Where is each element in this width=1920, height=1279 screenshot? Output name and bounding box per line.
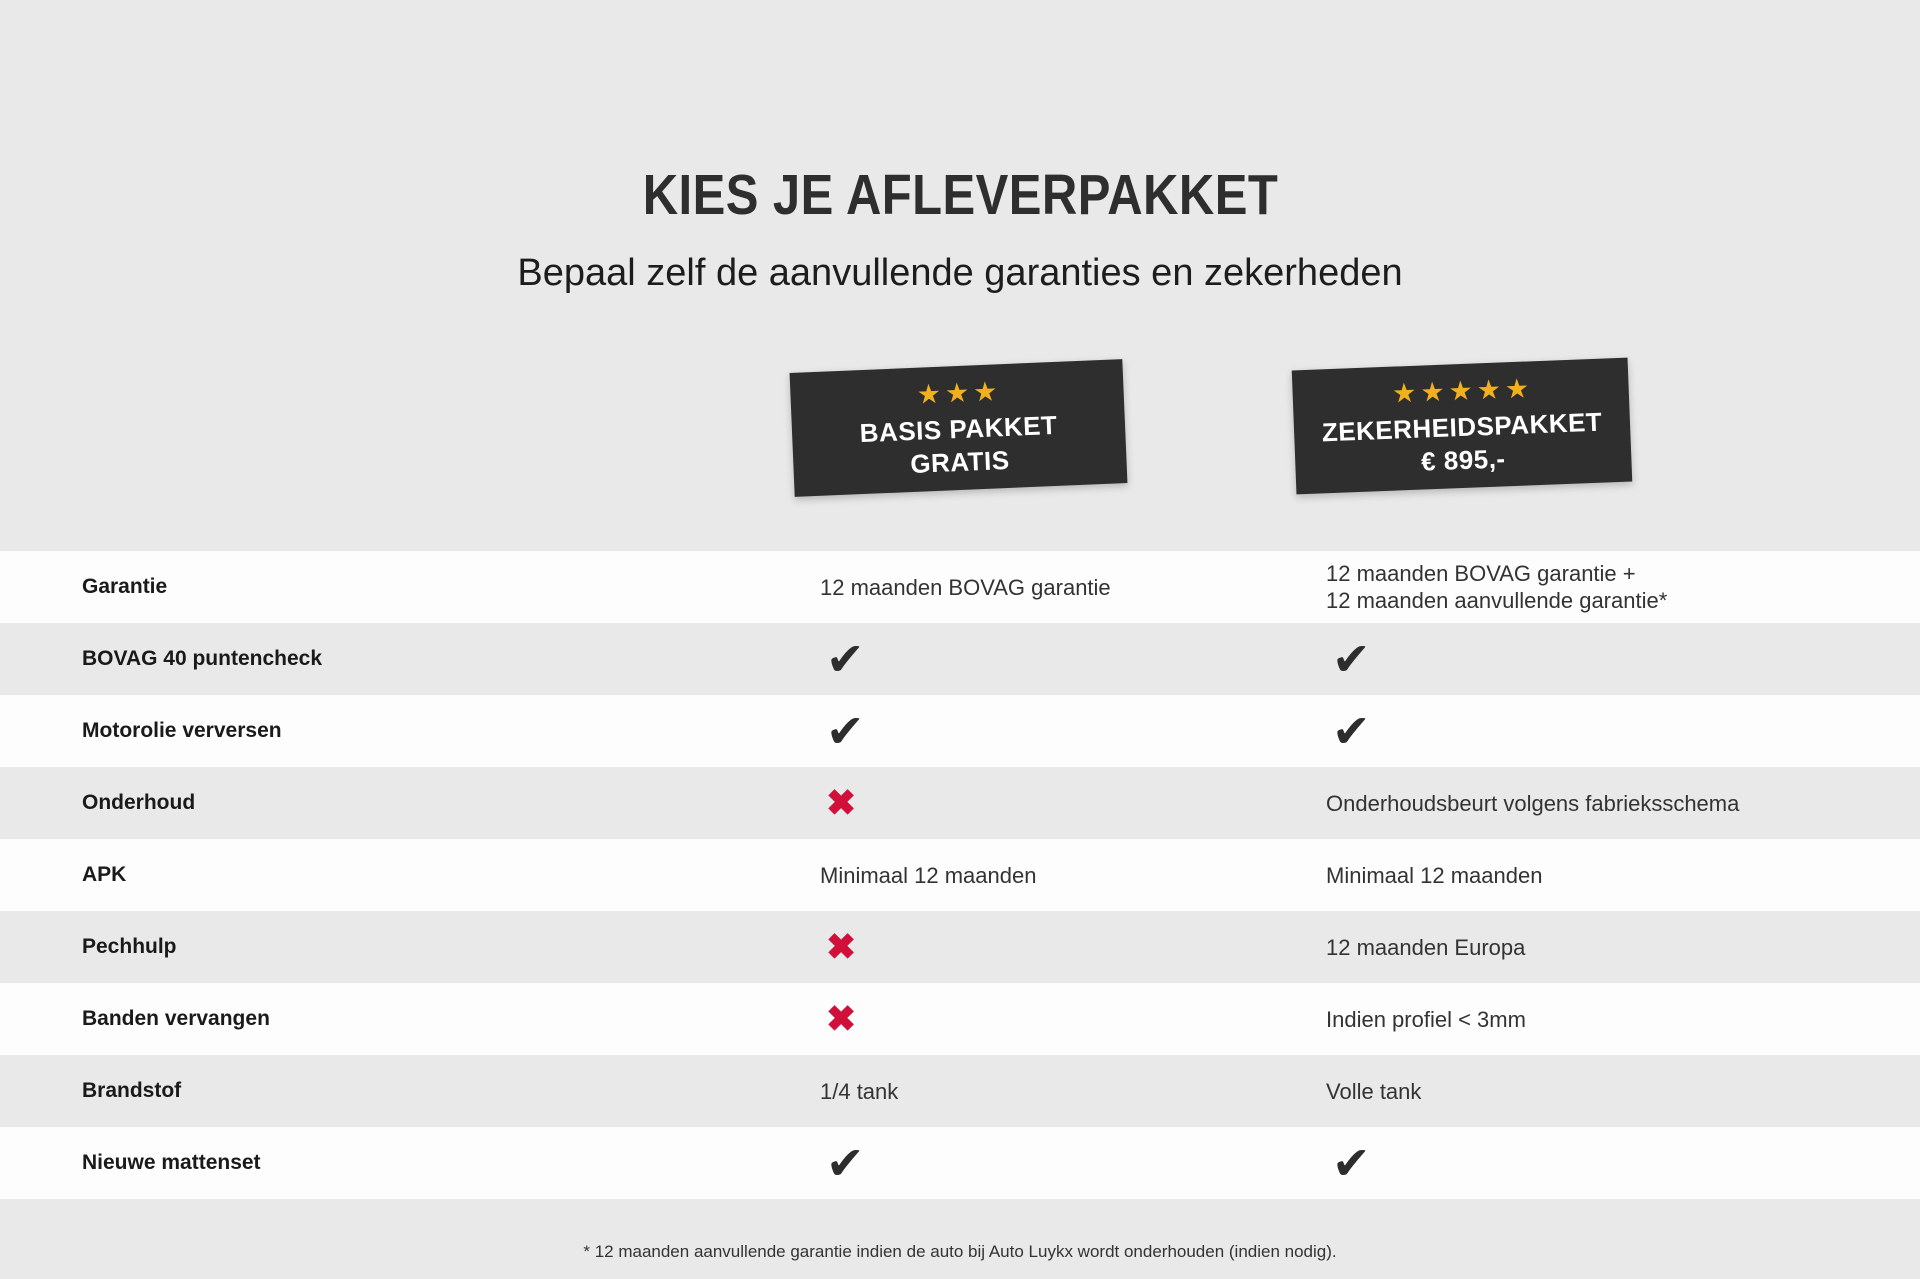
row-label: APK bbox=[82, 863, 127, 886]
page-title bbox=[0, 162, 1920, 228]
cell-text: 1/4 tank bbox=[820, 1078, 899, 1104]
check-icon: ✔ bbox=[826, 633, 865, 685]
cell-text: 12 maanden Europa bbox=[1326, 934, 1526, 960]
cell-text: Onderhoudsbeurt volgens fabrieksschema bbox=[1326, 790, 1740, 816]
page-title-text: KIES JE AFLEVERPAKKET bbox=[642, 163, 1278, 227]
row-label: Pechhulp bbox=[82, 935, 177, 958]
cross-icon: ✖ bbox=[826, 998, 857, 1039]
stars-rating-zekerheid: ★★★★★ bbox=[1391, 373, 1534, 409]
cell-zekerheid bbox=[1326, 560, 1920, 614]
footnote: * 12 maanden aanvullende garantie indien de auto bij Auto Luykx wordt onderhouden (indien nodig). bbox=[583, 1242, 1337, 1261]
cell-zekerheid bbox=[1326, 1137, 1920, 1189]
cell-zekerheid bbox=[1326, 862, 1920, 889]
cell-zekerheid bbox=[1326, 705, 1920, 757]
cell-text: 12 maanden BOVAG garantie bbox=[820, 574, 1111, 600]
row-label: Banden vervangen bbox=[82, 1007, 270, 1030]
cell-basis bbox=[820, 705, 1326, 757]
table-row bbox=[0, 1127, 1920, 1199]
package-price-basis: GRATIS bbox=[909, 444, 1011, 479]
cell-text: 12 maanden aanvullende garantie* bbox=[1326, 588, 1668, 613]
table-row bbox=[0, 767, 1920, 839]
row-label: Garantie bbox=[82, 575, 168, 598]
comparison-table bbox=[0, 551, 1920, 1199]
check-icon: ✔ bbox=[1332, 633, 1371, 685]
cell-zekerheid bbox=[1326, 1006, 1920, 1033]
cell-text: Indien profiel < 3mm bbox=[1326, 1006, 1526, 1032]
check-icon: ✔ bbox=[1332, 1137, 1371, 1189]
cell-basis bbox=[820, 1137, 1326, 1189]
table-row bbox=[0, 695, 1920, 767]
cell-zekerheid bbox=[1326, 1078, 1920, 1105]
page-subtitle: Bepaal zelf de aanvullende garanties en zekerheden bbox=[517, 252, 1403, 294]
table-row bbox=[0, 1055, 1920, 1127]
cell-basis bbox=[820, 926, 1326, 967]
package-badge-zekerheid[interactable] bbox=[1292, 358, 1633, 495]
cross-icon: ✖ bbox=[826, 782, 857, 823]
package-name-zekerheid: ZEKERHEIDSPAKKET bbox=[1321, 406, 1603, 448]
cell-text: Volle tank bbox=[1326, 1078, 1422, 1104]
package-price-zekerheid: € 895,- bbox=[1420, 442, 1507, 477]
table-row bbox=[0, 911, 1920, 983]
table-row bbox=[0, 839, 1920, 911]
stars-rating-basis: ★★★ bbox=[916, 376, 1002, 410]
cell-text: Minimaal 12 maanden bbox=[1326, 862, 1543, 888]
cell-text: 12 maanden BOVAG garantie + bbox=[1326, 561, 1636, 586]
row-label: Motorolie verversen bbox=[82, 719, 282, 742]
table-row bbox=[0, 623, 1920, 695]
check-icon: ✔ bbox=[826, 705, 865, 757]
cross-icon: ✖ bbox=[826, 926, 857, 967]
cell-zekerheid bbox=[1326, 934, 1920, 961]
check-icon: ✔ bbox=[826, 1137, 865, 1189]
cell-basis bbox=[820, 574, 1326, 601]
cell-basis bbox=[820, 1078, 1326, 1105]
cell-basis bbox=[820, 862, 1326, 889]
check-icon: ✔ bbox=[1332, 705, 1371, 757]
package-name-basis: BASIS PAKKET bbox=[859, 409, 1058, 449]
row-label: BOVAG 40 puntencheck bbox=[82, 647, 323, 670]
cell-basis bbox=[820, 782, 1326, 823]
row-label: Onderhoud bbox=[82, 791, 196, 814]
package-badge-basis[interactable] bbox=[790, 359, 1128, 497]
cell-zekerheid bbox=[1326, 790, 1920, 817]
cell-text: Minimaal 12 maanden bbox=[820, 862, 1037, 888]
table-row bbox=[0, 983, 1920, 1055]
cell-basis bbox=[820, 998, 1326, 1039]
row-label: Brandstof bbox=[82, 1079, 182, 1102]
cell-basis bbox=[820, 633, 1326, 685]
cell-zekerheid bbox=[1326, 633, 1920, 685]
row-label: Nieuwe mattenset bbox=[82, 1151, 261, 1174]
table-row bbox=[0, 551, 1920, 623]
